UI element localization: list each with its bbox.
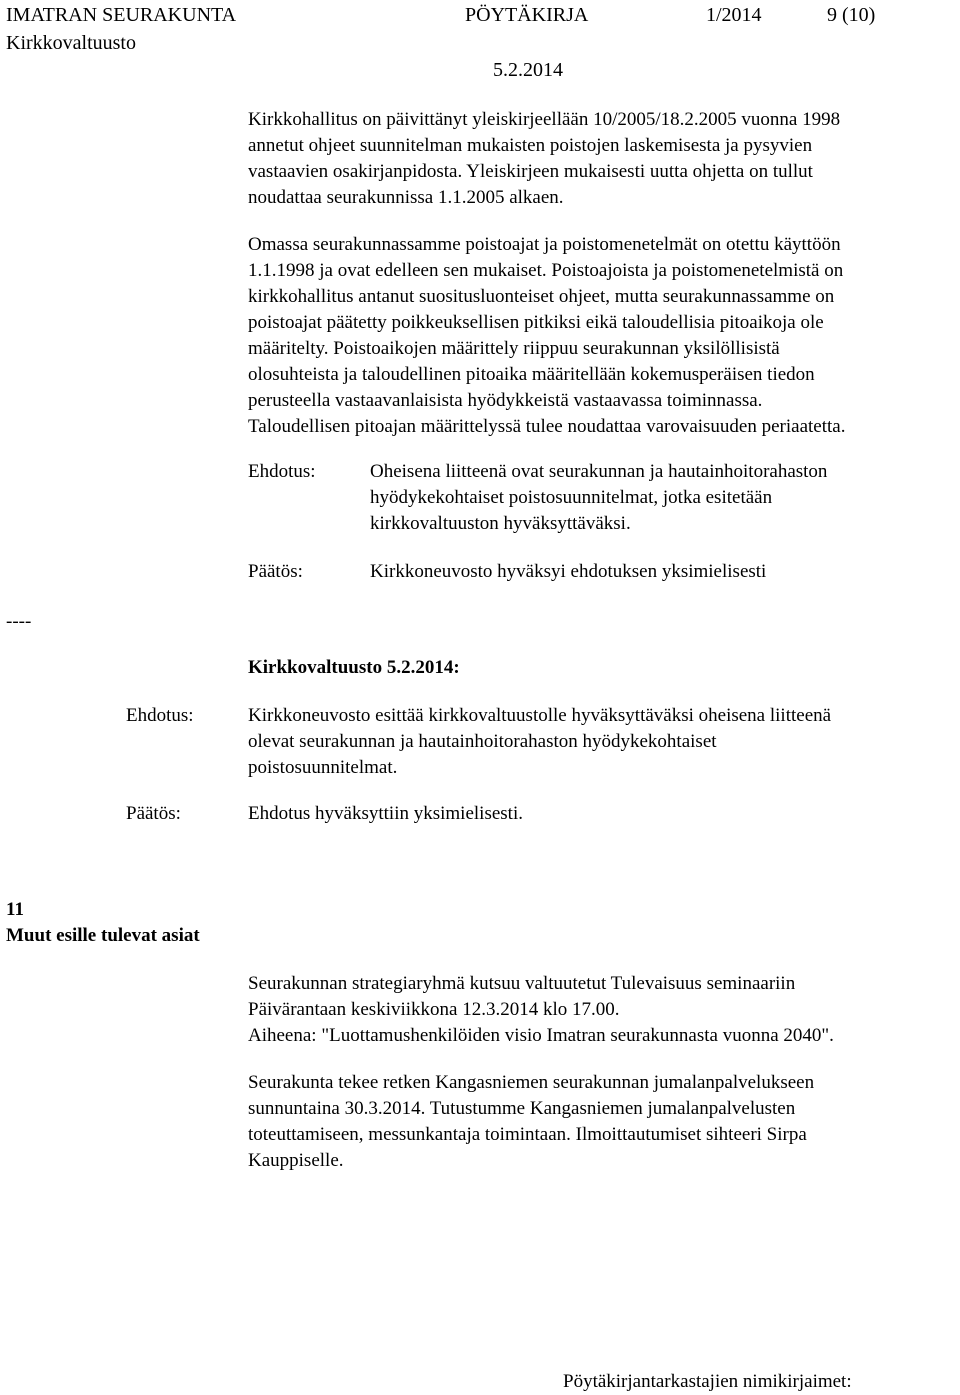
section-paragraph-2: Omassa seurakunnassamme poistoajat ja poistomenetelmät on otettu käyttöön 1.1.1998 ja ovat edelleen sen mukaiset. Poistoajoista ja poistomenetelmistä on kirkkohallitus antanut suositusluonteiset ohjeet, mutta seurakunnassamme on poistoajat päätetty poikkeuksellisen pitkiksi eikä taloudellisia pitoaikoja ole määritelty. Poistoaikojen määrittely riippuu seurakunnan yksilöllisistä olosuhteista ja taloudellinen pitoaika määritellään kokemusperäisen tiedon perusteella vastaavanlaisista hyödykkeistä vastaavassa toiminnassa. Taloudellisen pitoajan määrittelyssä tulee noudattaa varovaisuuden periaatetta. [248, 234, 846, 437]
section11-paragraph-2: Seurakunta tekee retken Kangasniemen seurakunnan jumalanpalvelukseen sunnuntaina 30.3.2014. Tutustumme Kangasniemen jumalanpalvelusten toteuttamiseen, messunkantaja toimintaan. Ilmoittautumiset sihteeri Sirpa Kauppiselle. [248, 1072, 815, 1171]
proposal-text: Oheisena liitteenä ovat seurakunnan ja hautainhoitorahaston hyödykekohtaiset poistosuunnitelmat, jotka esitetään kirkkovaltuuston hyväksyttäväksi. [370, 461, 828, 534]
council-decision-label: Päätös: [126, 803, 181, 824]
meeting-date: 5.2.2014 [493, 59, 563, 81]
council-proposal-text: Kirkkoneuvosto esittää kirkkovaltuustolle hyväksyttäväksi oheisena liitteenä olevat seurakunnan ja hautainhoitorahaston hyödykekohtaiset poistosuunnitelmat. [248, 705, 832, 778]
section11-paragraph-1: Seurakunnan strategiaryhmä kutsuu valtuutetut Tulevaisuus seminaariin Päivärantaan keskiviikkona 12.3.2014 klo 17.00. Aiheena: "Luottamushenkilöiden visio Imatran seurakunnasta vuonna 2040". [248, 973, 834, 1046]
proposal-label: Ehdotus: [248, 461, 316, 482]
section-paragraph-1: Kirkkohallitus on päivittänyt yleiskirjeellään 10/2005/18.2.2005 vuonna 1998 annetut ohjeet suunnitelman mukaisten poistojen laskemisesta ja pysyvien vastaavien osakirjanpidosta. Yleiskirjeen mukaisesti uutta ohjetta on tullut noudattaa seurakunnissa 1.1.2005 alkaen. [248, 109, 841, 208]
document-number: 1/2014 [706, 4, 762, 26]
council-heading: Kirkkovaltuusto 5.2.2014: [248, 657, 460, 678]
document-type: PÖYTÄKIRJA [465, 4, 589, 26]
section-title: Muut esille tulevat asiat [6, 925, 200, 946]
page-number: 9 (10) [827, 4, 876, 26]
council-decision-text: Ehdotus hyväksyttiin yksimielisesti. [248, 803, 523, 824]
decision-label: Päätös: [248, 561, 303, 582]
council-proposal-label: Ehdotus: [126, 705, 194, 726]
signature-label: Pöytäkirjantarkastajien nimikirjaimet: [563, 1371, 852, 1392]
decision-text: Kirkkoneuvosto hyväksyi ehdotuksen yksimielisesti [370, 561, 767, 582]
separator: ---- [6, 611, 32, 632]
meeting-body: Kirkkovaltuusto [6, 32, 136, 54]
section-number: 11 [6, 899, 24, 920]
organization-name: IMATRAN SEURAKUNTA [6, 4, 237, 26]
